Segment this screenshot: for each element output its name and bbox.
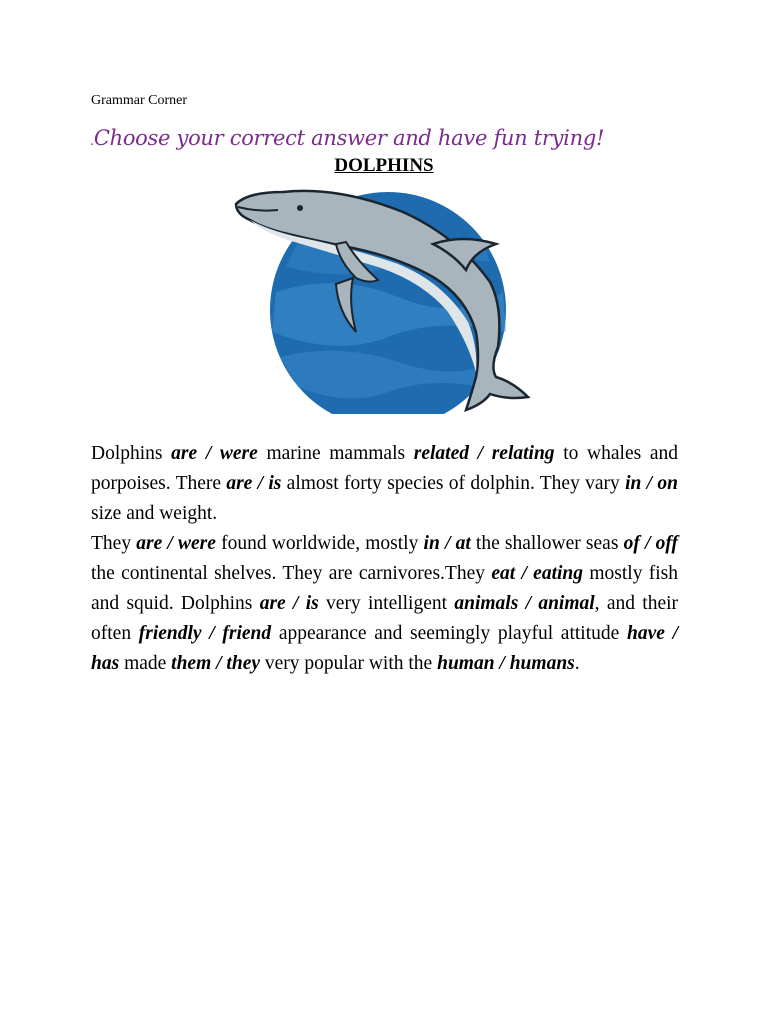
- passage-text: Dolphins: [91, 443, 172, 464]
- answer-choice: are / is: [259, 593, 319, 614]
- answer-choice: are / were: [171, 443, 258, 464]
- answer-choice: eat / eating: [491, 563, 584, 584]
- answer-choice: are / is: [226, 473, 282, 494]
- passage-text: appearance and seemingly playful attitude: [271, 623, 627, 644]
- answer-choice: in / on: [625, 473, 678, 494]
- paragraph-2: [91, 529, 678, 679]
- answer-choice: of / off: [623, 533, 679, 554]
- passage-text: mostly fish and squid. Dolphins: [91, 563, 679, 614]
- passage-text: the continental shelves. They are carnivores.They: [91, 563, 492, 584]
- answer-choice: have / has: [91, 623, 678, 674]
- answer-choice: animals / animal: [454, 593, 595, 614]
- page-title: [0, 155, 768, 177]
- passage-text: , and their often: [91, 593, 679, 644]
- answer-choice: them / they: [171, 653, 260, 674]
- instruction-text: Choose your correct answer and have fun trying!: [93, 126, 605, 150]
- section-header: Grammar Corner: [91, 93, 188, 108]
- passage-text: to whales and porpoises. There: [91, 443, 678, 494]
- instruction-prefix: .: [90, 134, 94, 149]
- passage-text: marine mammals: [257, 443, 414, 464]
- answer-choice: in / at: [423, 533, 471, 554]
- exercise-passage: [91, 439, 678, 679]
- passage-text: very popular with the: [260, 653, 438, 674]
- answer-choice: are / were: [136, 533, 216, 554]
- instruction-line: [90, 126, 604, 150]
- paragraph-1: [91, 439, 678, 529]
- answer-choice: human / humans: [437, 653, 575, 674]
- passage-text: almost forty species of dolphin. They vary: [281, 473, 626, 494]
- passage-text: the shallower seas: [470, 533, 624, 554]
- page-title-text: DOLPHINS: [334, 155, 434, 176]
- passage-text: made: [119, 653, 172, 674]
- passage-text: .: [574, 653, 580, 674]
- passage-text: very intelligent: [318, 593, 455, 614]
- answer-choice: related / relating: [413, 443, 555, 464]
- dolphin-illustration: [228, 182, 540, 414]
- passage-text: size and weight.: [91, 503, 218, 524]
- passage-text: They: [91, 533, 137, 554]
- answer-choice: friendly / friend: [138, 623, 272, 644]
- passage-text: found worldwide, mostly: [215, 533, 424, 554]
